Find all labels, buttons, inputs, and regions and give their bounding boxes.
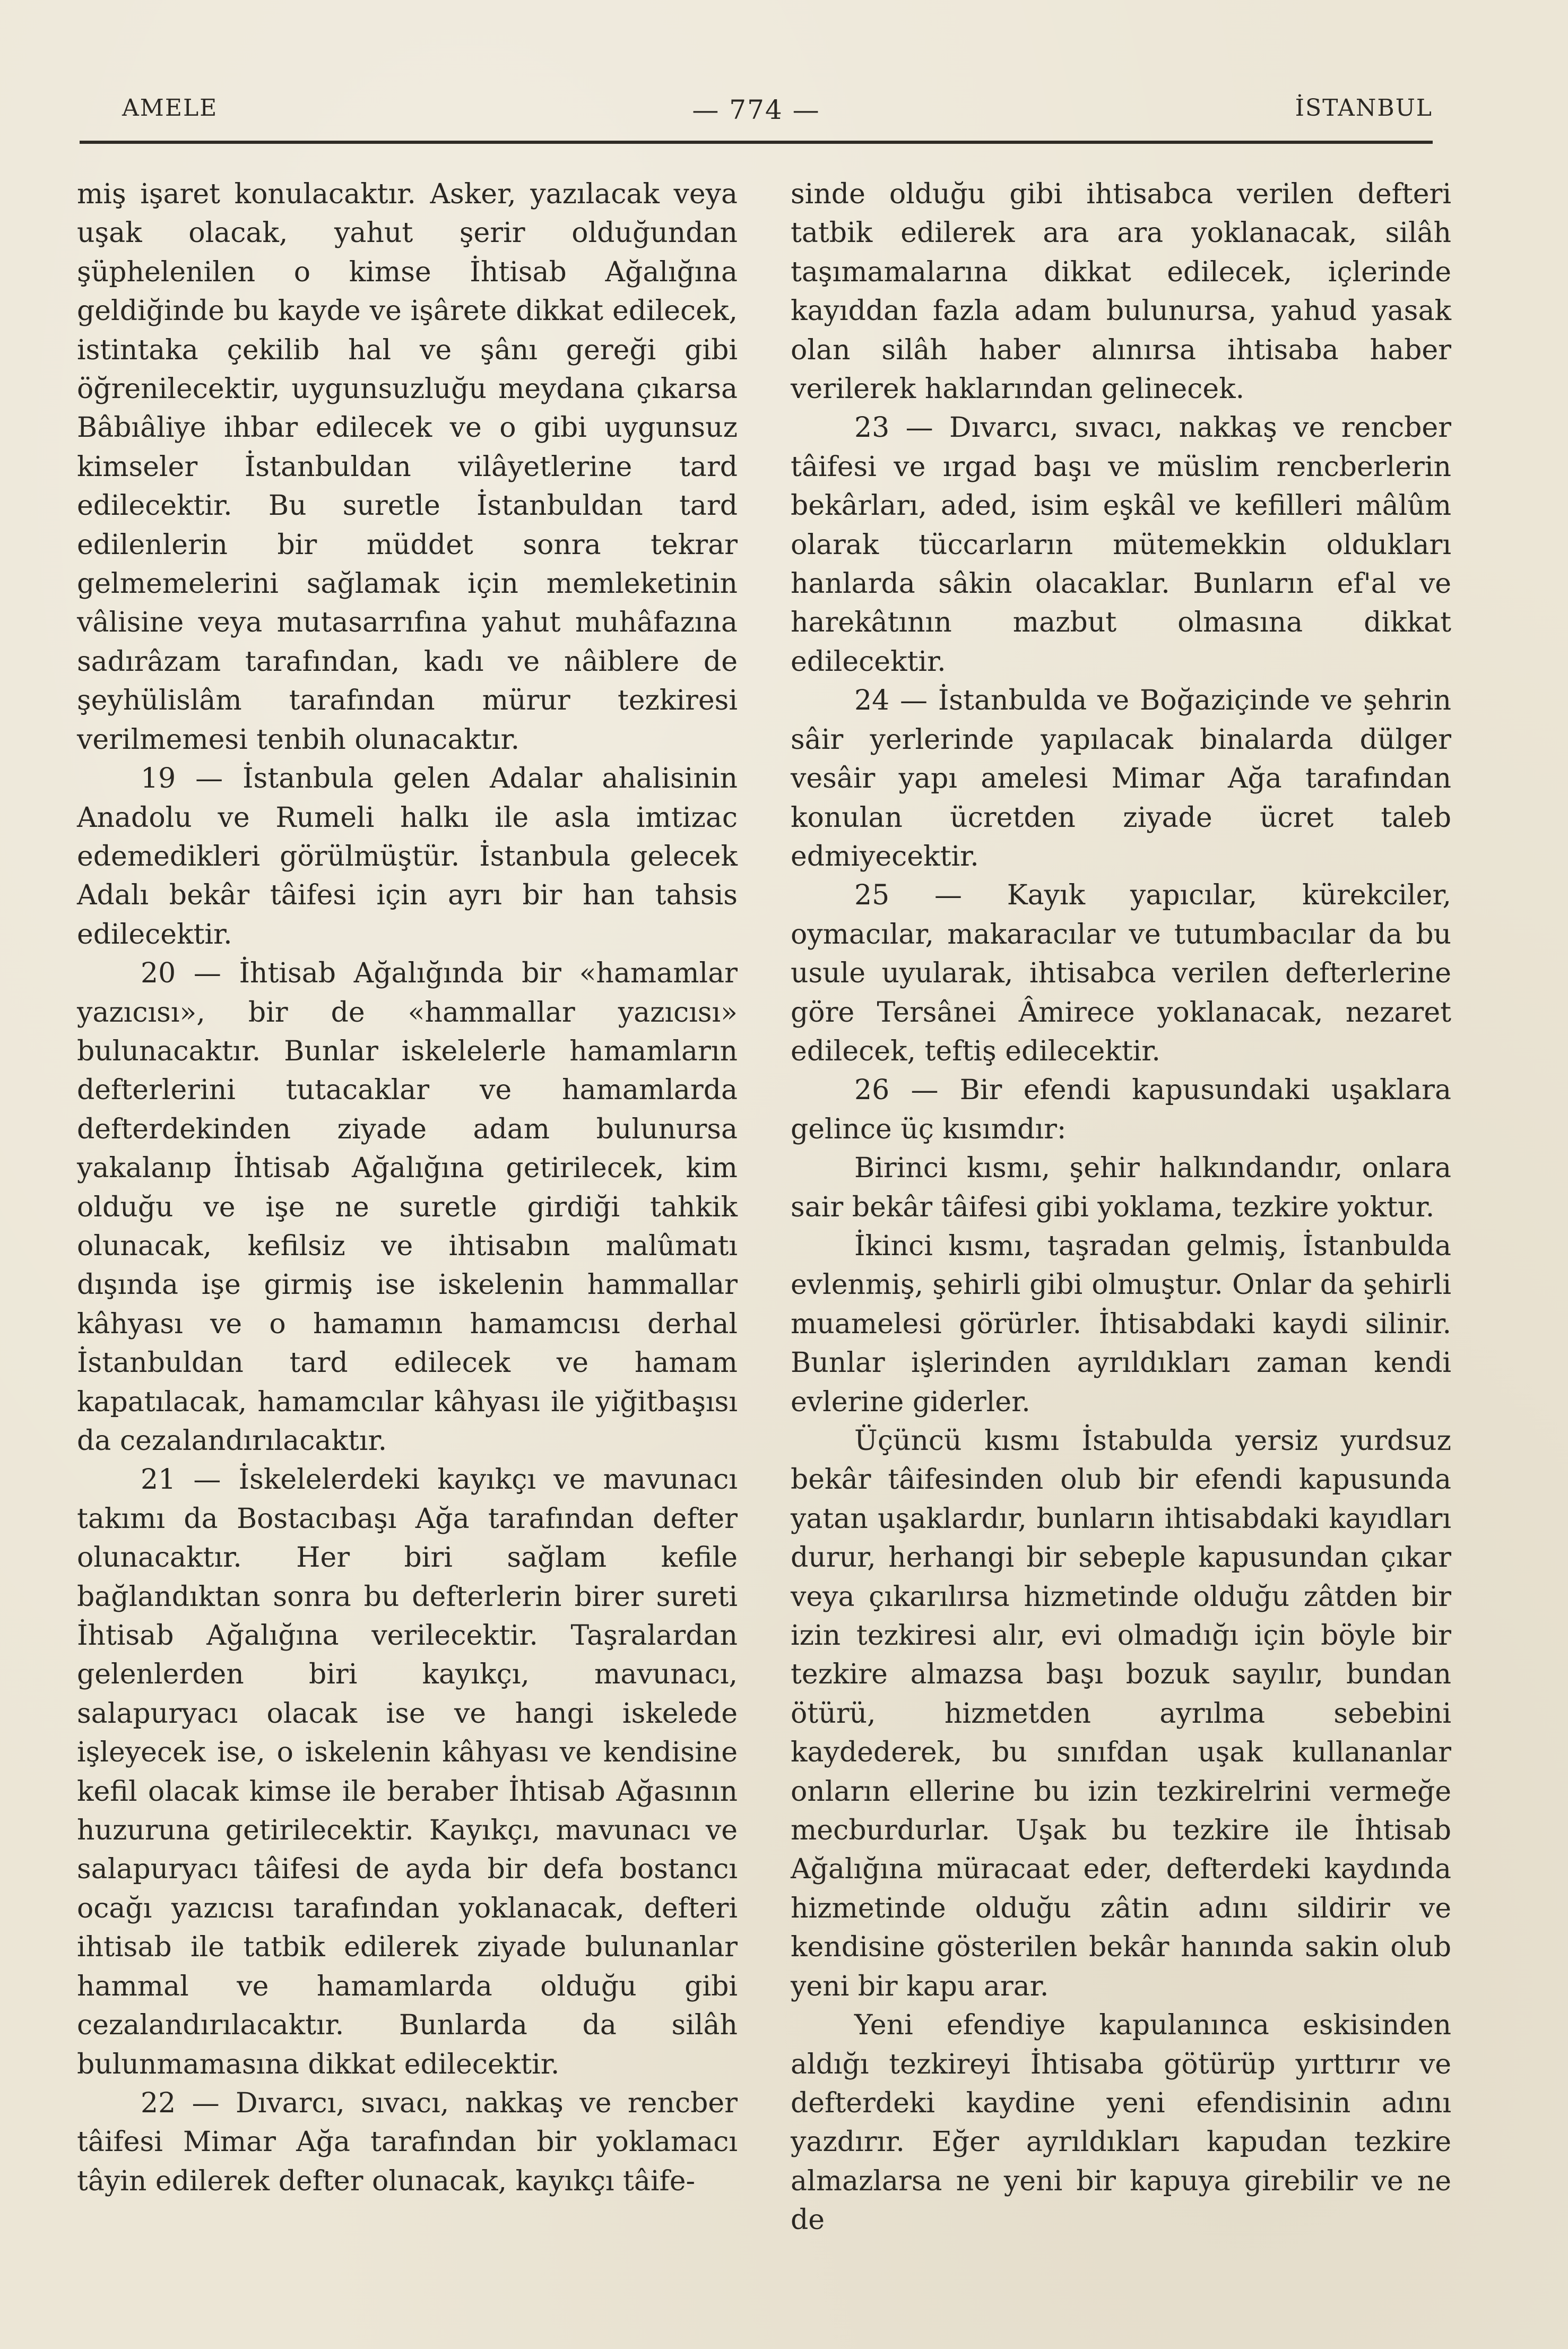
paragraph: İkinci kısmı, taşradan gelmiş, İstanbulda evlenmiş, şehirli gibi olmuştur. Onlar da şehirli muamelesi görürler. İhtisabdaki kaydi silinir. Bunlar işlerinden ayrıldıkları zaman kendi evlerine giderler.	[791, 1230, 1451, 1418]
paragraph: 22 — Dıvarcı, sıvacı, nakkaş ve rencber tâifesi Mimar Ağa tarafından bir yoklamacı tâyin edilerek defter olunacak, kayıkçı tâife-	[77, 2087, 738, 2197]
paragraph: Birinci kısmı, şehir halkındandır, onlara sair bekâr tâifesi gibi yoklama, tezkire yoktur.	[791, 1152, 1451, 1223]
paragraph: 19 — İstanbula gelen Adalar ahalisinin Anadolu ve Rumeli halkı ile asla imtizac edemedikleri görülmüştür. İstanbula gelecek Adalı bekâr tâifesi için ayrı bir han tahsis edilecektir.	[77, 763, 738, 951]
running-head-left: AMELE	[122, 94, 218, 122]
paragraph: miş işaret konulacaktır. Asker, yazılacak veya uşak olacak, yahut şerir olduğundan şüphelenilen o kimse İhtisab Ağalığına geldiğinde bu kayde ve işârete dikkat edilecek, istintaka çekilib hal ve şânı gereği gibi öğrenilecektir, uygunsuzluğu meydana çıkarsa Bâbıâliye ihbar edilecek ve o gibi uygunsuz kimseler İstanbuldan vilâyetlerine tard edilecektir. Bu suretle İstanbuldan tard edilenlerin bir müddet sonra tekrar gelmemelerini sağlamak için memleketinin vâlisine veya mutasarrıfına yahut muhâfazına sadırâzam tarafından, kadı ve nâiblere de şeyhülislâm tarafından mürur tezkiresi verilmemesi tenbih olunacaktır.	[77, 178, 738, 756]
page-header	[80, 94, 1433, 137]
paragraph: 20 — İhtisab Ağalığında bir «hamamlar yazıcısı», bir de «hammallar yazıcısı» bulunacaktır. Bunlar iskelelerle hamamların defterlerini tutacaklar ve hamamlarda defterdekinden ziyade adam bulunursa yakalanıp İhtisab Ağalığına getirilecek, kim olduğu ve işe ne suretle girdiği tahkik olunacak, kefilsiz ve ihtisabın malûmatı dışında işe girmiş ise iskelenin hammallar kâhyası ve o hamamın hamamcısı derhal İstanbuldan tard edilecek ve hamam kapatılacak, hamamcılar kâhyası ile yiğitbaşısı da cezalandırılacaktır.	[77, 957, 738, 1457]
paragraph: sinde olduğu gibi ihtisabca verilen defteri tatbik edilerek ara ara yoklanacak, silâh taşımamalarına dikkat edilecek, içlerinde kayıddan fazla adam bulunursa, yahud yasak olan silâh haber alınırsa ihtisaba haber verilerek haklarından gelinecek.	[791, 178, 1451, 405]
paragraph: Yeni efendiye kapulanınca eskisinden aldığı tezkireyi İhtisaba götürüp yırttırır ve defterdeki kaydine yeni efendisinin adını yazdırır. Eğer ayrıldıkları kapudan tezkire almazlarsa ne yeni bir kapuya girebilir ve ne de	[791, 2009, 1451, 2236]
left-column	[77, 175, 738, 2201]
paragraph: 21 — İskelelerdeki kayıkçı ve mavunacı takımı da Bostacıbaşı Ağa tarafından defter olunacaktır. Her biri sağlam kefile bağlandıktan sonra bu defterlerin birer sureti İhtisab Ağalığına verilecektir. Taşralardan gelenlerden biri kayıkçı, mavunacı, salapuryacı olacak ise ve hangi iskelede işleyecek ise, o iskelenin kâhyası ve kendisine kefil olacak kimse ile beraber İhtisab Ağasının huzuruna getirilecektir. Kayıkçı, mavunacı ve salapuryacı tâifesi de ayda bir defa bostancı ocağı yazıcısı tarafından yoklanacak, defteri ihtisab ile tatbik edilerek ziyade bulunanlar hammal ve hamamlarda olduğu gibi cezalandırılacaktır. Bunlarda da silâh bulunmamasına dikkat edilecektir.	[77, 1464, 738, 2080]
right-column	[791, 175, 1451, 2240]
paragraph: Üçüncü kısmı İstabulda yersiz yurdsuz bekâr tâifesinden olub bir efendi kapusunda yatan uşaklardır, bunların ihtisabdaki kayıdları durur, herhangi bir sebeple kapusundan çıkar veya çıkarılırsa hizmetinde olduğu zâtden bir izin tezkiresi alır, evi olmadığı için böyle bir tezkire almazsa başı bozuk sayılır, bundan ötürü, hizmetden ayrılma sebebini kaydederek, bu sınıfdan uşak kullananlar onların ellerine bu izin tezkirelrini vermeğe mecburdurlar. Uşak bu tezkire ile İhtisab Ağalığına müracaat eder, defterdeki kaydında hizmetinde olduğu zâtin adını sildirir ve kendisine gösterilen bekâr hanında sakin olub yeni bir kapu arar.	[791, 1425, 1451, 2002]
paragraph: 23 — Dıvarcı, sıvacı, nakkaş ve rencber tâifesi ve ırgad başı ve müslim rencberlerin bekârları, aded, isim eşkâl ve kefilleri mâlûm olarak tüccarların mütemekkin oldukları hanlarda sâkin olacaklar. Bunların ef'al ve harekâtının mazbut olmasına dikkat edilecektir.	[791, 412, 1451, 678]
paragraph: 25 — Kayık yapıcılar, kürekciler, oymacılar, makaracılar ve tutumbacılar da bu usule uyularak, ihtisabca verilen defterlerine göre Tersânei Âmirece yoklanacak, nezaret edilecek, teftiş edilecektir.	[791, 879, 1451, 1067]
running-head-right: İSTANBUL	[1295, 94, 1433, 122]
page-number: — 774 —	[692, 94, 820, 125]
paragraph: 24 — İstanbulda ve Boğaziçinde ve şehrin sâir yerlerinde yapılacak binalarda dülger vesâir yapı amelesi Mimar Ağa tarafından konulan ücretden ziyade ücret taleb edmiyecektir.	[791, 685, 1451, 873]
header-rule	[80, 141, 1433, 144]
paragraph: 26 — Bir efendi kapusundaki uşaklara gelince üç kısımdır:	[791, 1074, 1451, 1145]
